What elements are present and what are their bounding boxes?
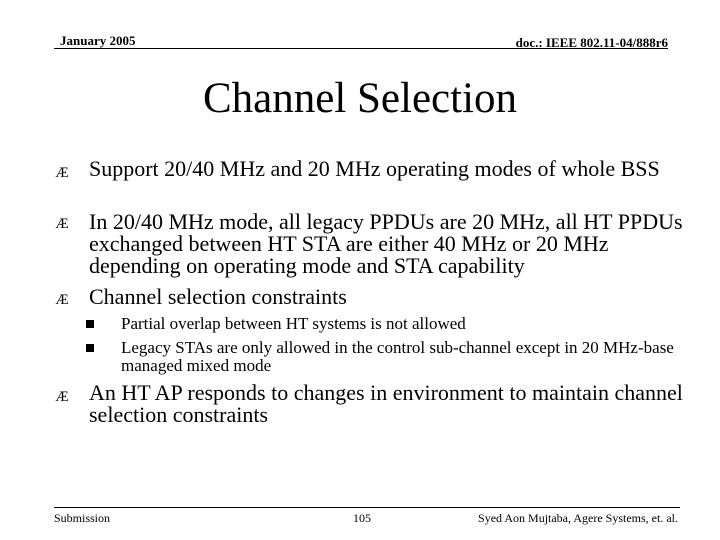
bullet-text: An HT AP responds to changes in environment to maintain channel selection constraints: [89, 380, 683, 427]
footer-submission: Submission: [54, 511, 111, 525]
slide-title: Channel Selection: [202, 75, 518, 122]
header-date: January 2005: [60, 33, 136, 48]
bullet-text: Support 20/40 MHz and 20 MHz operating modes of whole BSS: [89, 156, 660, 181]
bullet-glyph-icon: Æ: [55, 292, 69, 308]
footer-divider: [54, 507, 680, 508]
header-divider: [54, 48, 668, 49]
bullet-text: In 20/40 MHz mode, all legacy PPDUs are 20 MHz, all HT PPDUs exchanged between HT STA are either 40 MHz or 20 MHz depending on operating mode and STA capability: [89, 209, 683, 278]
bullet-glyph-icon: Æ: [55, 165, 69, 181]
bullet-glyph-icon: Æ: [55, 389, 69, 405]
bullet-text: Channel selection constraints: [89, 284, 347, 309]
subbullet-text: Legacy STAs are only allowed in the control sub-channel except in 20 MHz-base managed mixed mode: [121, 338, 674, 375]
square-bullet-icon: [86, 320, 94, 328]
bullet-glyph-icon: Æ: [55, 216, 69, 232]
header-doc-id: doc.: IEEE 802.11-04/888r6: [515, 35, 668, 50]
footer-author: Syed Aon Mujtaba, Agere Systems, et. al.: [478, 511, 678, 525]
footer-page-number: 105: [353, 511, 371, 525]
square-bullet-icon: [86, 344, 94, 352]
subbullet-text: Partial overlap between HT systems is not allowed: [121, 314, 466, 333]
